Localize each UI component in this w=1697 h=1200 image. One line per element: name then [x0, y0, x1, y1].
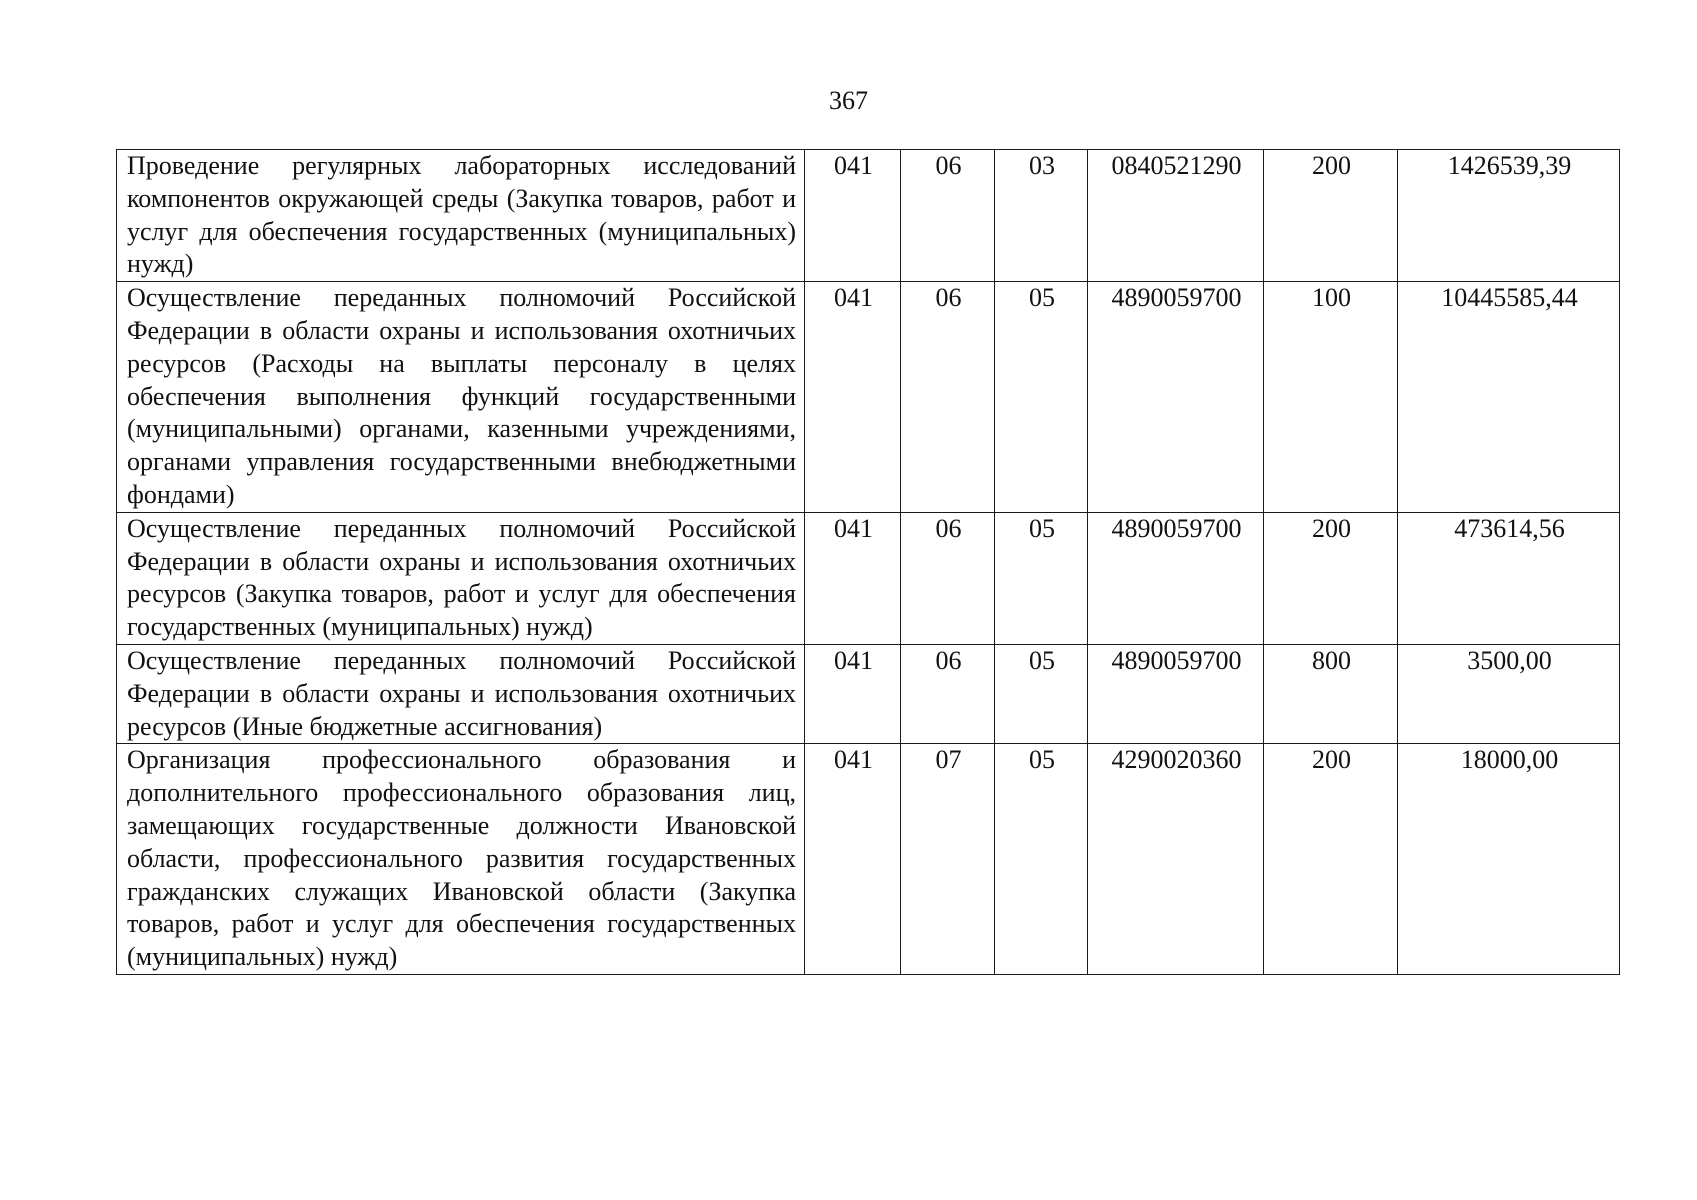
- expense-type-code: 800: [1264, 644, 1398, 743]
- ministry-code: 041: [805, 644, 901, 743]
- subsection-code: 05: [995, 744, 1088, 975]
- subsection-code: 03: [995, 150, 1088, 282]
- ministry-code: 041: [805, 282, 901, 513]
- table-row: [117, 512, 1620, 644]
- expense-description: Осуществление переданных полномочий Российской Федерации в области охраны и использования охотничьих ресурсов (Расходы на выплаты персоналу в целях обеспечения выполнения функций государственными (муниципальными) органами, казенными учреждениями, органами управления государственными внебюджетными фондами): [117, 282, 805, 513]
- target-article-code: 4890059700: [1088, 644, 1264, 743]
- ministry-code: 041: [805, 150, 901, 282]
- section-code: 06: [901, 644, 995, 743]
- section-code: 06: [901, 150, 995, 282]
- target-article-code: 4890059700: [1088, 512, 1264, 644]
- ministry-code: 041: [805, 744, 901, 975]
- table-row: [117, 282, 1620, 513]
- expense-type-code: 200: [1264, 512, 1398, 644]
- expense-description: Проведение регулярных лабораторных исследований компонентов окружающей среды (Закупка товаров, работ и услуг для обеспечения государственных (муниципальных) нужд): [117, 150, 805, 282]
- section-code: 06: [901, 512, 995, 644]
- subsection-code: 05: [995, 512, 1088, 644]
- amount: 18000,00: [1398, 744, 1620, 975]
- expense-type-code: 200: [1264, 150, 1398, 282]
- expense-type-code: 100: [1264, 282, 1398, 513]
- budget-table: [116, 149, 1620, 975]
- subsection-code: 05: [995, 644, 1088, 743]
- amount: 3500,00: [1398, 644, 1620, 743]
- expense-description: Осуществление переданных полномочий Российской Федерации в области охраны и использования охотничьих ресурсов (Закупка товаров, работ и услуг для обеспечения государственных (муниципальных) нужд): [117, 512, 805, 644]
- target-article-code: 0840521290: [1088, 150, 1264, 282]
- page-number: 367: [829, 86, 868, 115]
- table-row: [117, 744, 1620, 975]
- expense-type-code: 200: [1264, 744, 1398, 975]
- expense-description: Осуществление переданных полномочий Российской Федерации в области охраны и использования охотничьих ресурсов (Иные бюджетные ассигнования): [117, 644, 805, 743]
- expense-description: Организация профессионального образования и дополнительного профессионального образования лиц, замещающих государственные должности Ивановской области, профессионального развития государственных гражданских служащих Ивановской области (Закупка товаров, работ и услуг для обеспечения государственных (муниципальных) нужд): [117, 744, 805, 975]
- ministry-code: 041: [805, 512, 901, 644]
- amount: 1426539,39: [1398, 150, 1620, 282]
- subsection-code: 05: [995, 282, 1088, 513]
- amount: 473614,56: [1398, 512, 1620, 644]
- section-code: 06: [901, 282, 995, 513]
- target-article-code: 4290020360: [1088, 744, 1264, 975]
- table-row: [117, 150, 1620, 282]
- section-code: 07: [901, 744, 995, 975]
- table-row: [117, 644, 1620, 743]
- target-article-code: 4890059700: [1088, 282, 1264, 513]
- amount: 10445585,44: [1398, 282, 1620, 513]
